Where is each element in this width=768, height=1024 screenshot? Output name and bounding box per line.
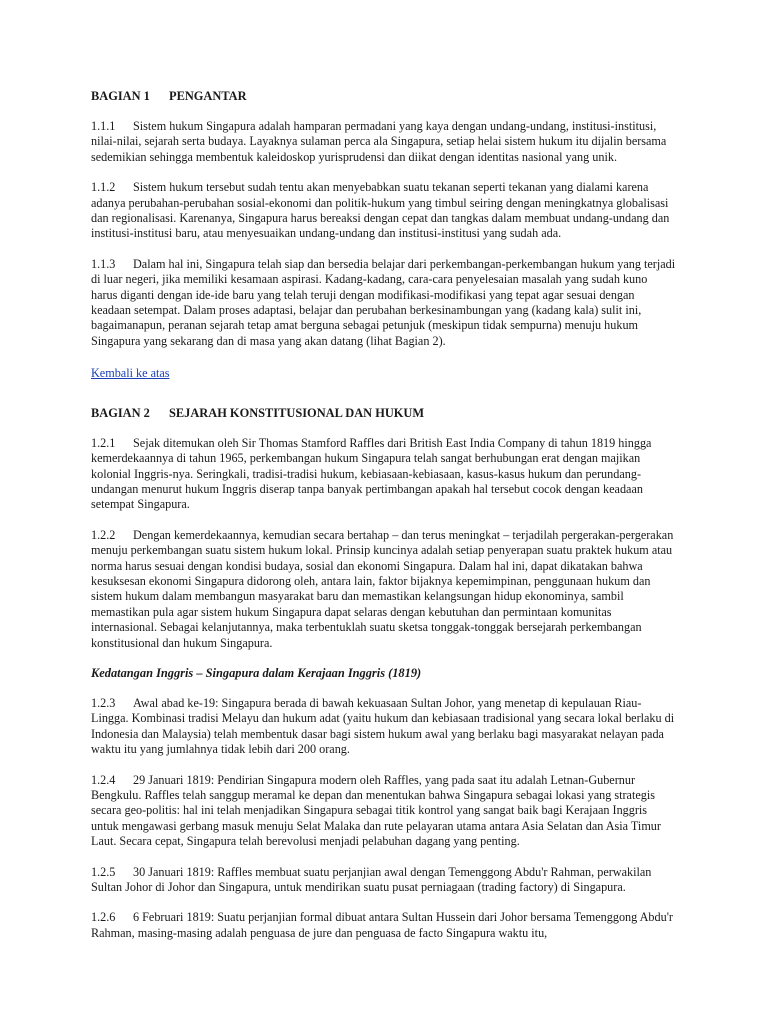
paragraph-number: 1.2.3 (91, 695, 116, 710)
paragraph-text: Sistem hukum tersebut sudah tentu akan menyebabkan suatu tekanan seperti tekanan yang dialami karena adanya perubahan-perubahan sosial-ekonomi dan politik-hukum yang timbul seiring dengan meningkatnya globalisasi dan regionalisasi. Karenanya, Singapura harus bereaksi dengan cepat dan tangkas dalam membuat undang-undang dan institusi-institusi baru, atau menyesuaikan undang-undang dan institusi-institusi yang sudah ada. (91, 180, 670, 241)
paragraph-number: 1.1.3 (91, 256, 116, 271)
paragraph-1-2-6 (91, 910, 676, 941)
paragraph-text: 29 Januari 1819: Pendirian Singapura modern oleh Raffles, yang pada saat itu adalah Letnan-Gubernur Bengkulu. Raffles telah sanggup meramal ke depan dan menentukan bahwa Singapura sebagai lokasi yang strategis secara geo-politis: hal ini telah menjadikan Singapura sebagai titik kontrol yang sangat baik bagi Kerajaan Inggris untuk mengawasi gerbang masuk menuju Selat Malaka dan rute pelayaran utama antara Asia Selatan dan Asia Timur Laut. Secara cepat, Singapura telah berevolusi menjadi pelabuhan dagang yang penting. (91, 772, 661, 849)
document-page (91, 89, 676, 956)
paragraph-number: 1.2.1 (91, 435, 116, 450)
section-2-number: BAGIAN 2 (91, 405, 150, 420)
paragraph-1-2-2 (91, 528, 676, 651)
paragraph-1-1-2 (91, 180, 676, 242)
section-1-heading (91, 89, 676, 104)
paragraph-text: Awal abad ke-19: Singapura berada di bawah kekuasaan Sultan Johor, yang menetap di kepulauan Riau-Lingga. Kombinasi tradisi Melayu dan hukum adat (yaitu hukum dan kebiasaan tradisional yang secara lokal berlaku di Indonesia dan Malaysia) telah membentuk dasar bagi sistem hukum awal yang berlaku bagi masyarakat nelayan pada waktu itu yang jumlahnya tidak lebih dari 200 orang. (91, 695, 675, 757)
paragraph-1-2-4 (91, 773, 676, 850)
paragraph-1-2-1 (91, 436, 676, 513)
paragraph-number: 1.1.1 (91, 119, 116, 133)
paragraph-text: Sejak ditemukan oleh Sir Thomas Stamford Raffles dari British East India Company di tahun 1819 hingga kemerdekaannya di tahun 1965, perkembangan hukum Singapura telah sangat berhubungan erat dengan majikan kolonial Inggris-nya. Seringkali, tradisi-tradisi hukum, kebiasaan-kebiasaan, kasus-kasus hukum dan perundang-undangan menurut hukum Inggris diserap tanpa banyak pertimbangan apakah hal tersebut cocok dengan keadaan setempat Singapura. (91, 435, 652, 512)
paragraph-text: Dalam hal ini, Singapura telah siap dan bersedia belajar dari perkembangan-perkembangan hukum yang terjadi di luar negeri, jika memiliki kesamaan aspirasi. Kadang-kadang, cara-cara penyelesaian masalah yang sudah kuno harus diganti dengan ide-ide baru yang telah teruji dengan modifikasi-modifikasi yang tepat agar sesuai dengan keadaan setempat. Dalam proses adaptasi, belajar dan perubahan berkesinambungan yang (kadang kala) sulit ini, bagaimanapun, peranan sejarah tetap amat berguna sebagai petunjuk (meskipun tidak sempurna) menuju hukum Singapura yang sekarang dan di masa yang akan datang (lihat Bagian 2). (91, 256, 676, 348)
back-to-top-link[interactable]: Kembali ke atas (91, 366, 170, 381)
section-2-heading (91, 406, 676, 421)
section-1-title: PENGANTAR (169, 89, 247, 103)
paragraph-text: Sistem hukum Singapura adalah hamparan permadani yang kaya dengan undang-undang, institusi-institusi, nilai-nilai, sejarah serta budaya. Layaknya sulaman perca ala Singapura, setiap helai sistem hukum itu dijalin bersama sedemikian sehingga membentuk kaleidoskop yurisprudensi dan diikat dengan identitas nasional yang unik. (91, 119, 667, 164)
paragraph-text: Dengan kemerdekaannya, kemudian secara bertahap – dan terus meningkat – terjadilah pergerakan-pergerakan menuju perkembangan suatu sistem hukum lokal. Prinsip kuncinya adalah setiap penyerapan suatu praktek hukum atau norma harus sesuai dengan kondisi budaya, sosial dan ekonomi Singapura. Dalam hal ini, dapat dikatakan bahwa kesuksesan ekonomi Singapura didorong oleh, antara lain, faktor bijaknya kepemimpinan, penggunaan hukum dan sistem hukum dalam membangun masyarakat baru dan memastikan kelangsungan hidup ekonominya, sambil memastikan pula agar sistem hukum Singapura dapat selaras dengan kebutuhan dan permintaan komunitas internasional. Sebagai kelanjutannya, maka terbentuklah suatu sketsa tonggak-tonggak bersejarah perkembangan konstitusional dan hukum Singapura. (91, 527, 674, 650)
section-2-title: SEJARAH KONSTITUSIONAL DAN HUKUM (169, 405, 425, 420)
section-1-number: BAGIAN 1 (91, 89, 150, 103)
paragraph-number: 1.2.6 (91, 910, 116, 925)
paragraph-number: 1.2.4 (91, 772, 116, 787)
paragraph-text: 30 Januari 1819: Raffles membuat suatu perjanjian awal dengan Temenggong Abdu'r Rahman, perwakilan Sultan Johor di Johor dan Singapura, untuk mendirikan suatu pusat perniagaan (trading factory) di Singapura. (91, 864, 652, 895)
paragraph-1-2-3 (91, 696, 676, 758)
paragraph-number: 1.2.2 (91, 527, 116, 542)
paragraph-1-1-1 (91, 119, 676, 165)
paragraph-1-1-3 (91, 257, 676, 349)
paragraph-text: 6 Februari 1819: Suatu perjanjian formal dibuat antara Sultan Hussein dari Johor bersama Temenggong Abdu'r Rahman, masing-masing adalah penguasa de jure dan penguasa de facto Singapura waktu itu, (91, 910, 673, 940)
subsection-heading: Kedatangan Inggris – Singapura dalam Kerajaan Inggris (1819) (91, 665, 422, 680)
paragraph-1-2-5 (91, 865, 676, 896)
paragraph-number: 1.2.5 (91, 864, 116, 879)
paragraph-number: 1.1.2 (91, 180, 116, 195)
